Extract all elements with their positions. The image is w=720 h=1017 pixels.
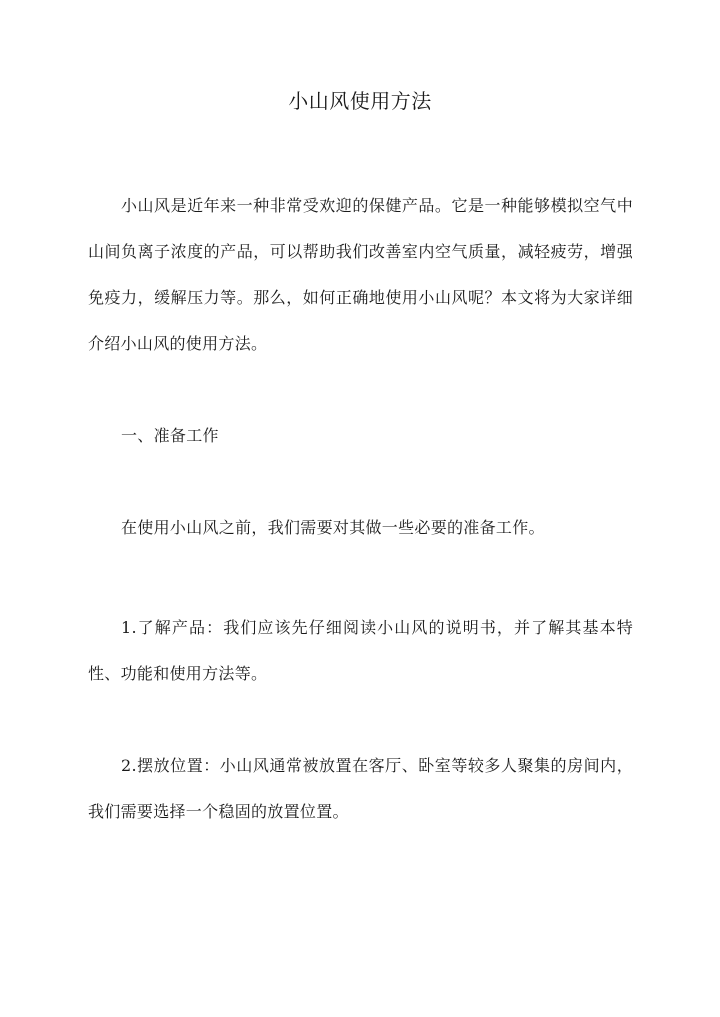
- section-heading: 一、准备工作: [121, 426, 219, 445]
- intro-paragraph: 小山风是近年来一种非常受欢迎的保健产品。它是一种能够模拟空气中山间负离子浓度的产品，可以帮助我们改善室内空气质量，减轻疲劳，增强免疫力，缓解压力等。那么，如何正确地使用小山风呢？本文将为大家详细介绍小山风的使用方法。: [88, 196, 633, 353]
- list-item-understand-product: 1.了解产品：我们应该先仔细阅读小山风的说明书，并了解其基本特性、功能和使用方法等。: [88, 618, 633, 683]
- preparation-paragraph: 在使用小山风之前，我们需要对其做一些必要的准备工作。: [121, 518, 545, 537]
- document-title: 小山风使用方法: [288, 89, 432, 113]
- list-item-placement: 2.摆放位置：小山风通常被放置在客厅、卧室等较多人聚集的房间内，我们需要选择一个稳固的放置位置。: [88, 756, 633, 821]
